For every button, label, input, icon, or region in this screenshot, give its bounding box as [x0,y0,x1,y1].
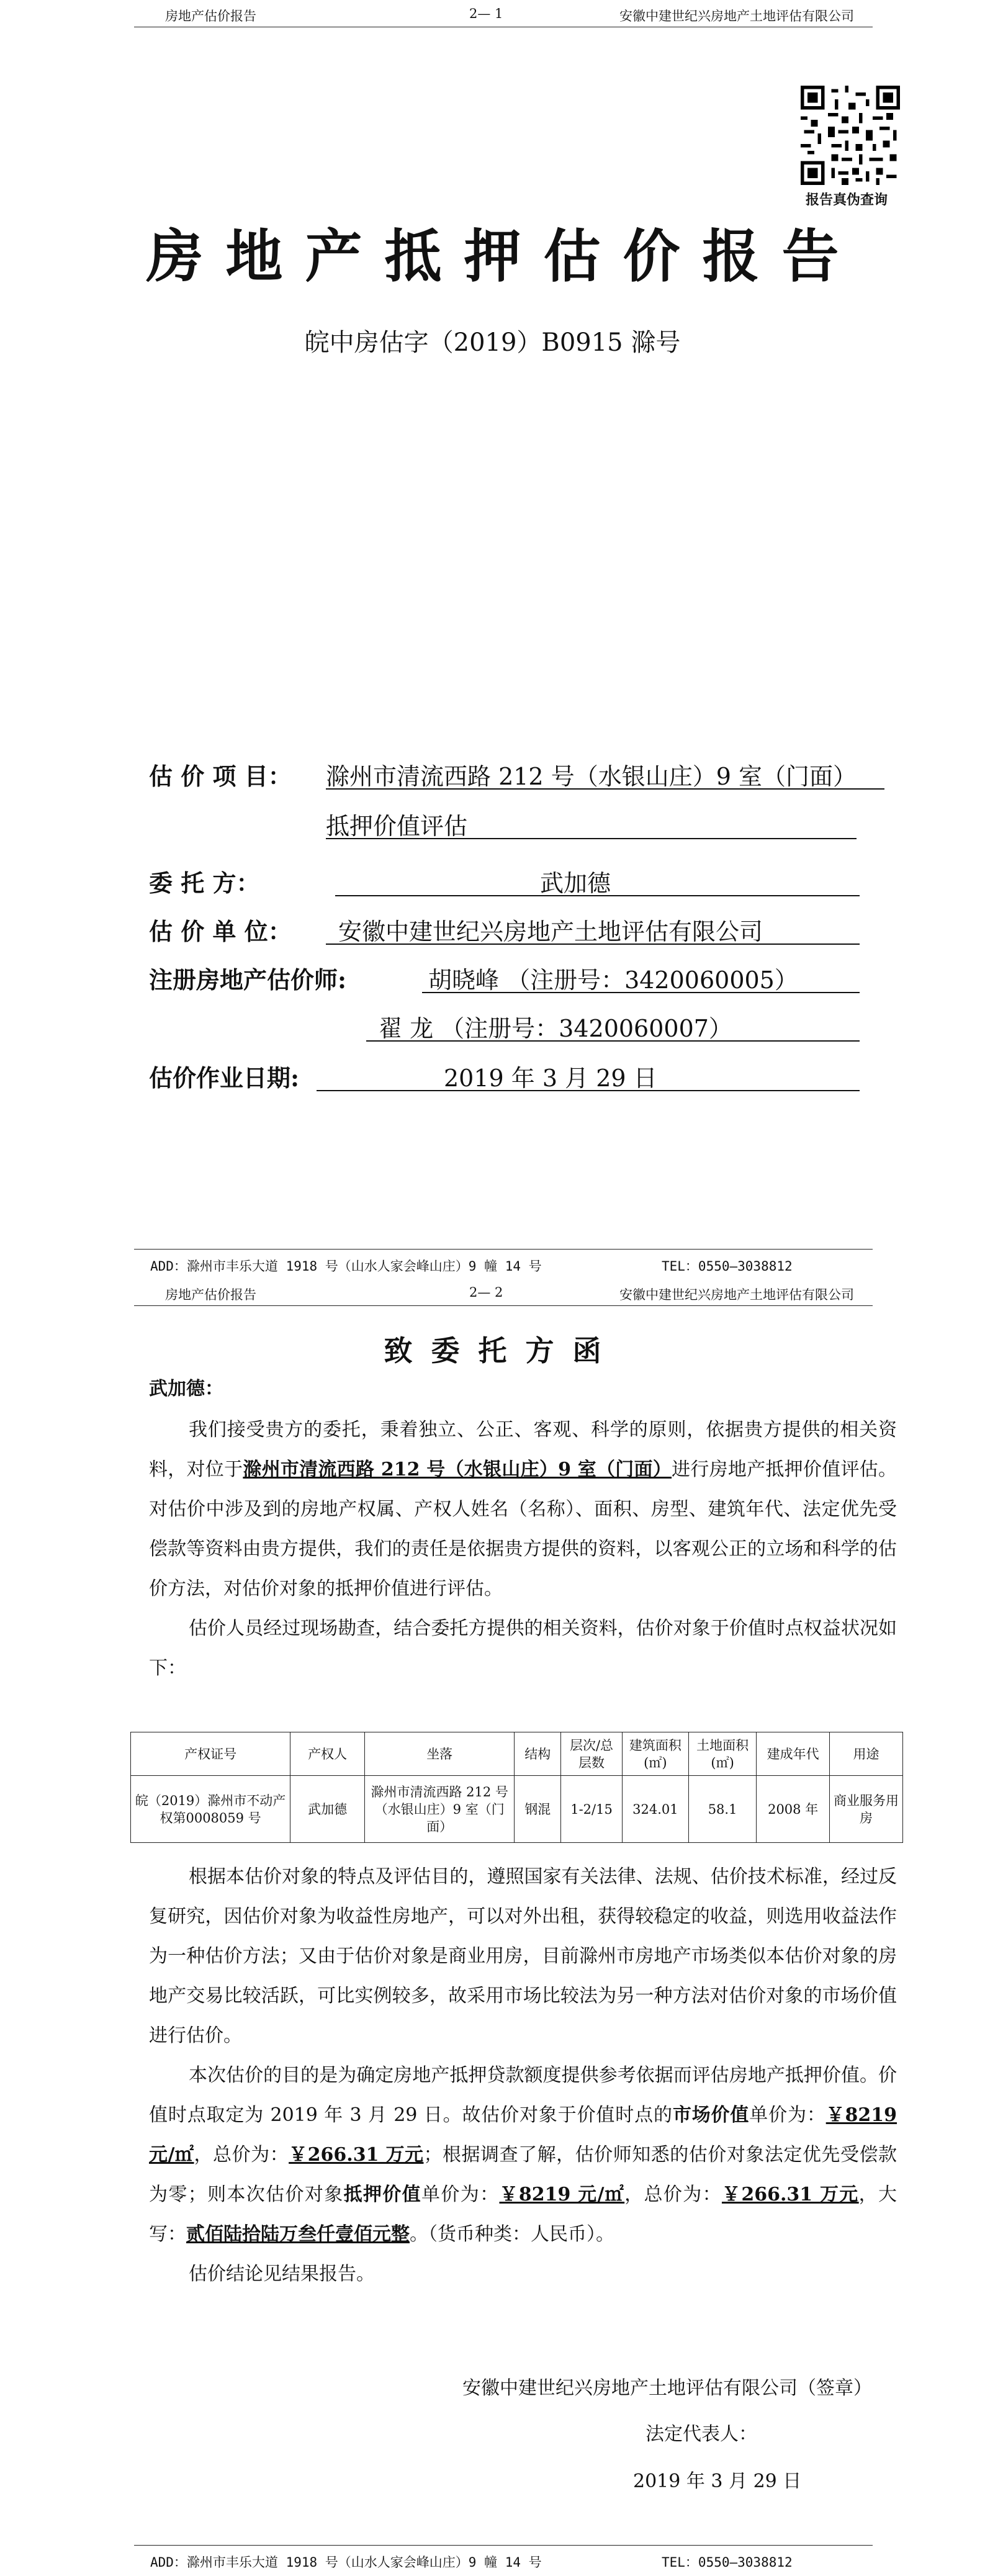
table-cell: 58.1 [688,1776,756,1843]
p1-address: 滁州市清流西路 212 号（水银山庄）9 室（门面） [243,1459,672,1480]
table-header-cell: 产权人 [290,1732,365,1776]
appraiser-2: 翟 龙 （注册号：3420060007） [379,1015,732,1042]
date-value: 2019 年 3 月 29 日 [444,1065,657,1092]
letter-paragraph-4 [149,2056,897,2254]
qr-code-icon [801,86,900,185]
letter-salutation: 武加德： [149,1378,223,1400]
table-row [131,1776,903,1843]
project-value-line2: 抵押价值评估 [326,813,468,840]
cover-title: 房地产抵押估价报告 [146,223,861,290]
p4-text: ；根据调查了解，估价师知悉的估价对象法定优先受偿款为零；则本次估价对象 [149,2144,897,2205]
property-rights-table [130,1732,903,1843]
p1-text-a: 我们接受贵方的委托，秉着独立、公正、客观、科学的原则，依据贵方提供的相关资料，对位于 [149,1419,897,1480]
signature-legal-rep: 法定代表人： [645,2423,757,2445]
letter-paragraph-2: 估价人员经过现场勘查，结合委托方提供的相关资料，估价对象于价值时点权益状况如下： [149,1618,897,1679]
p4-text: 本次估价的目的是为确定房地产抵押贷款额度提供参考依据而评估房地产抵押价值。价值时点取定为 2019 年 3 月 29 日。故估价对象于价值时点的 [149,2065,897,2126]
table-cell: 钢混 [515,1776,561,1843]
table-header-cell: 坐落 [365,1732,515,1776]
appraiser-label: 注册房地产估价师: [149,966,347,994]
signature-date: 2019 年 3 月 29 日 [633,2470,802,2492]
table-cell: 2008 年 [757,1776,830,1843]
qr-caption: 报告真伪查询 [806,192,888,208]
page-header [134,1279,873,1306]
table-cell: 324.01 [622,1776,688,1843]
letter-title: 致委托方函 [384,1334,620,1367]
mortgage-value-label: 抵押价值 [343,2184,422,2205]
table-cell: 皖（2019）滁州市不动产权第0008059 号 [131,1776,290,1843]
header-rule [134,1305,873,1306]
header-page-number: 2— 1 [469,6,503,21]
footer-address: ADD：滁州市丰乐大道 1918 号（山水人家会峰山庄）9 幢 14 号 [150,2555,542,2570]
project-value-line1: 滁州市清流西路 212 号（水银山庄）9 室（门面） [326,763,857,790]
table-header-cell: 用途 [830,1732,903,1776]
table-header-cell: 产权证号 [131,1732,290,1776]
header-company: 安徽中建世纪兴房地产土地评估有限公司 [619,9,854,24]
p4-text: 单价为： [421,2184,500,2205]
table-header-cell: 建成年代 [757,1732,830,1776]
table-header-cell: 层次/总层数 [561,1732,623,1776]
table-cell: 武加德 [290,1776,365,1843]
footer-tel: TEL：0550—3038812 [662,2555,793,2570]
client-value: 武加德 [540,870,611,897]
table-header-cell: 土地面积(㎡) [688,1732,756,1776]
p4-text: 。（货币种类：人民币）。 [410,2223,614,2245]
project-underline-1 [326,788,884,790]
market-value-label: 市场价值 [672,2104,750,2126]
market-total-price: ￥266.31 万元 [289,2144,424,2166]
market-unit-price: ￥8219 元/㎡ [149,2104,897,2166]
amount-in-words: 贰佰陆拾陆万叁仟壹佰元整 [186,2223,410,2245]
footer-rule [134,2545,873,2546]
p4-text: 单价为： [749,2104,826,2126]
mortgage-unit-price: ￥8219 元/㎡ [499,2184,625,2205]
table-header-row [131,1732,903,1776]
page-header [134,0,873,27]
header-page-number: 2— 2 [469,1285,503,1300]
signature-company: 安徽中建世纪兴房地产土地评估有限公司（签章） [462,2377,872,2399]
client-label: 委 托 方： [149,869,260,897]
table-header-cell: 结构 [515,1732,561,1776]
unit-label: 估 价 单 位： [149,917,292,945]
table-cell: 商业服务用房 [830,1776,903,1843]
header-company: 安徽中建世纪兴房地产土地评估有限公司 [619,1287,854,1302]
date-label: 估价作业日期: [149,1064,300,1092]
document-number: 皖中房估字（2019）B0915 滁号 [304,328,681,357]
letter-paragraph-5: 估价结论见结果报告。 [189,2263,375,2285]
appraiser-1: 胡晓峰 （注册号：3420060005） [428,966,798,994]
table-cell: 滁州市清流西路 212 号（水银山庄）9 室（门面） [365,1776,515,1843]
letter-paragraph-1 [149,1410,897,1609]
p4-text: ，大写： [149,2184,897,2245]
p4-text: ，总价为： [194,2144,289,2166]
p4-text: ，总价为： [624,2184,722,2205]
project-underline-2 [326,838,857,839]
footer-address: ADD：滁州市丰乐大道 1918 号（山水人家会峰山庄）9 幢 14 号 [150,1259,542,1274]
table-header-cell: 建筑面积(㎡) [622,1732,688,1776]
project-label: 估 价 项 目： [149,762,292,790]
p1-text-c: 进行房地产抵押价值评估。对估价中涉及到的房地产权属、产权人姓名（名称）、面积、房型、建筑年代、法定优先受偿款等资料由贵方提供，我们的责任是依据贵方提供的资料，以客观公正的立场和科学的估价方法，对估价对象的抵押价值进行评估。 [149,1459,897,1600]
unit-value: 安徽中建世纪兴房地产土地评估有限公司 [338,918,763,945]
footer-tel: TEL：0550—3038812 [662,1259,793,1274]
footer-rule [134,1249,873,1250]
header-left-text: 房地产估价报告 [165,9,256,24]
header-left-text: 房地产估价报告 [165,1287,256,1302]
letter-paragraph-3: 根据本估价对象的特点及评估目的，遵照国家有关法律、法规、估价技术标准，经过反复研究，因估价对象为收益性房地产，可以对外出租，获得较稳定的收益，则选用收益法作为一种估价方法；又由于估价对象是商业用房，目前滁州市房地产市场类似本估价对象的房地产交易比较活跃，可比实例较多，故采用市场比较法为另一种方法对估价对象的市场价值进行估价。 [149,1866,897,2047]
mortgage-total-price: ￥266.31 万元 [721,2184,859,2205]
table-cell: 1-2/15 [561,1776,623,1843]
